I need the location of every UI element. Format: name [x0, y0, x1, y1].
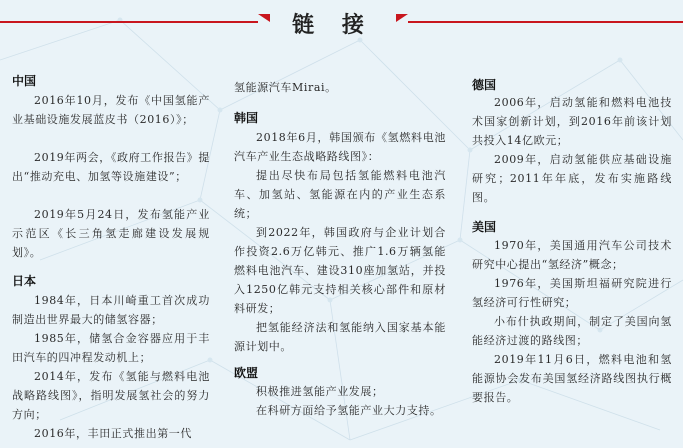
korea-para-1: 2018年6月，韩国颁布《氢燃料电池汽车产业生态战略路线图》：: [234, 131, 446, 163]
korea-para-3: 到2022年，韩国政府与企业计划合作投资2.6万亿韩元、推广1.6万辆氢能燃料电池汽车、建设310座加氢站，并投入1250亿韩元支持相关核心部件和原材料研发；: [234, 226, 446, 315]
title-bar: [0, 10, 683, 38]
heading-germany: 德国: [472, 78, 497, 92]
heading-usa: 美国: [472, 220, 497, 234]
korea-para-2: 提出尽快布局包括氢能燃料电池汽车、加氢站、氢能源在内的产业生态系统；: [234, 169, 446, 220]
usa-para-1: 1970年，美国通用汽车公司技术研究中心提出“氢经济”概念；: [472, 239, 672, 271]
germany-para-2: 2009年，启动氢能供应基础设施研究；2011年年底，发布实施路线图。: [472, 153, 672, 204]
usa-para-3: 小布什执政期间，制定了美国向氢能经济过渡的路线图；: [472, 315, 672, 347]
japan-para-4-continued: 氢能源汽车Mirai。: [234, 81, 337, 94]
europe-para-2: 在科研方面给予氢能产业大力支持。: [256, 404, 442, 417]
japan-para-3: 2014年，发布《氢能与燃料电池战略路线图》，指明发展氢社会的努力方向；: [12, 370, 210, 421]
korea-para-4: 把氢能经济法和氢能纳入国家基本能源计划中。: [234, 321, 446, 353]
heading-europe: 欧盟: [234, 366, 259, 380]
europe-para-1: 积极推进氢能产业发展；: [256, 385, 384, 398]
title-caret-right: [396, 14, 408, 22]
usa-para-2: 1976年，美国斯坦福研究院进行氢经济可行性研究；: [472, 277, 672, 309]
heading-korea: 韩国: [234, 111, 259, 125]
china-para-2: 2019年两会，《政府工作报告》提出“推动充电、加氢等设施建设”；: [12, 151, 210, 183]
usa-para-4: 2019年11月6日，燃料电池和氢能源协会发布美国氢经济路线图执行概要报告。: [472, 353, 672, 404]
germany-para-1: 2006年，启动氢能和燃料电池技术国家创新计划，到2016年前该计划共投入14亿欧元；: [472, 96, 672, 147]
heading-china: 中国: [12, 74, 37, 88]
china-para-3: 2019年5月24日，发布氢能产业示范区《长三角氢走廊建设发展规划》。: [12, 208, 210, 259]
title-rule-right: [408, 21, 683, 23]
japan-para-2: 1985年，储氢合金容器应用于丰田汽车的四冲程发动机上；: [12, 332, 210, 364]
title-rule-left: [0, 21, 258, 23]
heading-japan: 日本: [12, 274, 37, 288]
china-para-1: 2016年10月，发布《中国氢能产业基础设施发展蓝皮书（2016）》；: [12, 94, 210, 126]
japan-para-1: 1984年，日本川崎重工首次成功制造出世界最大的储氢容器；: [12, 294, 210, 326]
page-title: 链 接: [292, 13, 374, 38]
japan-para-4: 2016年，丰田正式推出第一代: [34, 427, 192, 440]
